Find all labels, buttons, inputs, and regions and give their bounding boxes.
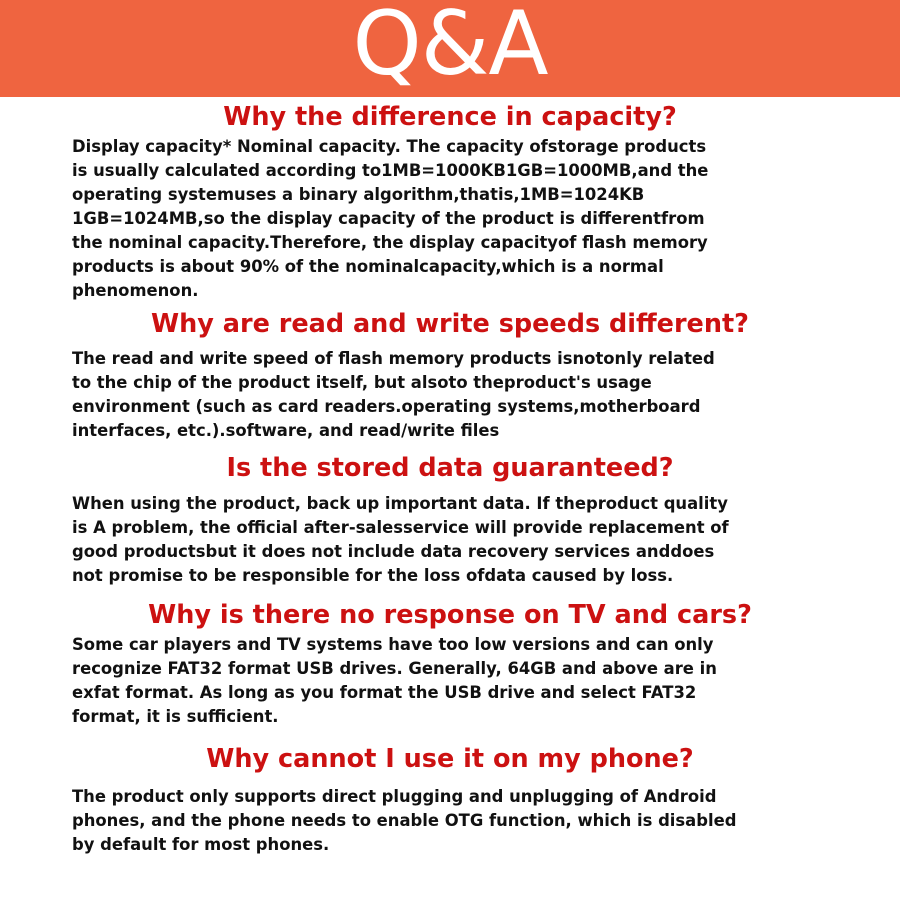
question-heading: Why is there no response on TV and cars? — [148, 600, 752, 630]
answer-line: to the chip of the product itself, but alsoto theproduct's usage — [72, 373, 652, 392]
answer-line: phones, and the phone needs to enable OTG function, which is disabled — [72, 811, 737, 830]
qa-section-tv-cars — [0, 597, 900, 729]
question-heading: Why cannot I use it on my phone? — [206, 744, 694, 774]
answer-line: 1GB=1024MB,so the display capacity of the product is differentfrom — [72, 209, 705, 228]
answer-line: environment (such as card readers.operating systems,motherboard — [72, 397, 701, 416]
qa-section-capacity — [0, 99, 900, 303]
answer-text — [72, 785, 772, 857]
answer-line: products is about 90% of the nominalcapacity,which is a normal — [72, 257, 664, 276]
answer-text — [72, 633, 772, 729]
answer-line: the nominal capacity.Therefore, the display capacityof flash memory — [72, 233, 708, 252]
answer-line: good productsbut it does not include data recovery services anddoes — [72, 542, 715, 561]
answer-line: not promise to be responsible for the loss ofdata caused by loss. — [72, 566, 674, 585]
question-heading: Why the difference in capacity? — [223, 102, 677, 132]
answer-line: is usually calculated according to1MB=1000KB1GB=1000MB,and the — [72, 161, 709, 180]
answer-line: Some car players and TV systems have too low versions and can only — [72, 635, 714, 654]
qa-section-phone — [0, 741, 900, 857]
answer-line: interfaces, etc.).software, and read/write files — [72, 421, 500, 440]
answer-line: The product only supports direct plugging and unplugging of Android — [72, 787, 717, 806]
answer-line: is A problem, the official after-salesservice will provide replacement of — [72, 518, 729, 537]
answer-line: phenomenon. — [72, 281, 199, 300]
answer-line: by default for most phones. — [72, 835, 330, 854]
page-title: Q&A — [352, 0, 548, 95]
answer-line: recognize FAT32 format USB drives. Generally, 64GB and above are in — [72, 659, 717, 678]
question-heading: Why are read and write speeds different? — [151, 309, 749, 339]
header-banner — [0, 0, 900, 97]
qa-section-data-guarantee — [0, 450, 900, 588]
question-heading: Is the stored data guaranteed? — [226, 453, 674, 483]
answer-line: Display capacity* Nominal capacity. The capacity ofstorage products — [72, 137, 707, 156]
answer-line: operating systemuses a binary algorithm,thatis,1MB=1024KB — [72, 185, 645, 204]
answer-line: When using the product, back up important data. If theproduct quality — [72, 494, 728, 513]
answer-text — [72, 347, 772, 443]
answer-line: The read and write speed of flash memory products isnotonly related — [72, 349, 715, 368]
answer-line: format, it is sufficient. — [72, 707, 279, 726]
answer-text — [72, 135, 772, 303]
answer-text — [72, 492, 772, 588]
qa-section-speed — [0, 306, 900, 443]
answer-line: exfat format. As long as you format the USB drive and select FAT32 — [72, 683, 697, 702]
